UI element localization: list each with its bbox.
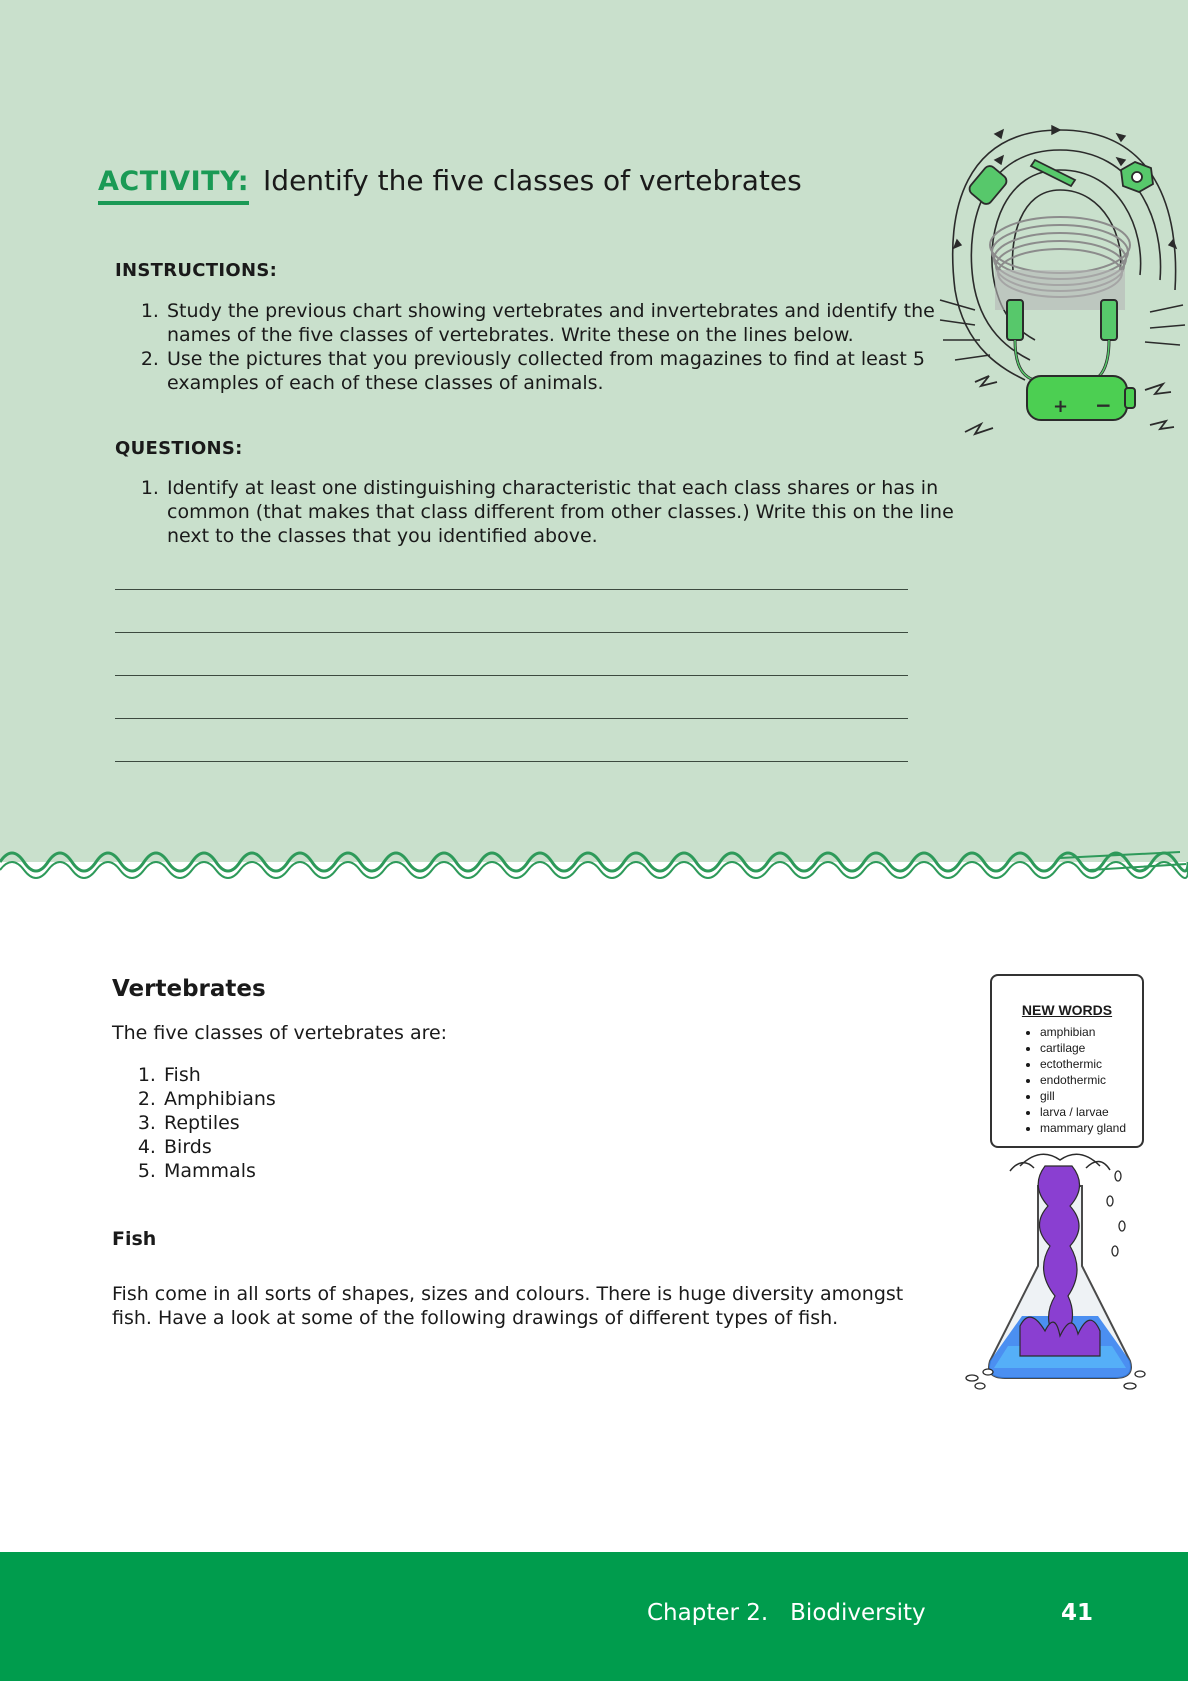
new-word-item: • larva / larvae [1040, 1104, 1142, 1120]
page-number: 41 [1061, 1600, 1094, 1626]
activity-label: ACTIVITY: [98, 165, 249, 205]
instructions-heading: INSTRUCTIONS: [115, 260, 278, 281]
vertebrate-class-item: 4. Birds [162, 1135, 276, 1159]
activity-title: Identify the five classes of vertebrates [263, 164, 802, 197]
answer-line[interactable] [115, 718, 908, 719]
answer-line[interactable] [115, 675, 908, 676]
vertebrate-classes-list [112, 1063, 276, 1183]
vertebrates-intro: The five classes of vertebrates are: [112, 1022, 448, 1044]
vertebrate-class-item: 5. Mammals [162, 1159, 276, 1183]
magnetic-field-illustration [935, 120, 1188, 450]
activity-heading [98, 164, 802, 205]
footer-chapter-title: Chapter 2. Biodiversity [647, 1600, 926, 1626]
new-word-item: • amphibian [1040, 1024, 1142, 1040]
new-words-box [990, 974, 1144, 1148]
new-word-item: • gill [1040, 1088, 1142, 1104]
new-word-item: • mammary gland [1040, 1120, 1142, 1136]
instruction-item: 1. Study the previous chart showing vertebrates and invertebrates and identify the names of the five classes of vertebrates. Write these on the lines below. [165, 299, 985, 347]
instruction-item: 2. Use the pictures that you previously collected from magazines to find at least 5 examples of each of these classes of animals. [165, 347, 985, 395]
answer-line[interactable] [115, 761, 908, 762]
vertebrate-class-item: 3. Reptiles [162, 1111, 276, 1135]
new-word-item: • ectothermic [1040, 1056, 1142, 1072]
battery-plus-sign: + [1053, 396, 1069, 417]
instructions-list [115, 299, 985, 395]
question-item: 1. Identify at least one distinguishing characteristic that each class shares or has in common (that makes that class different from other classes.) Write this on the line next to the classes that you identified above. [165, 476, 985, 548]
questions-list [115, 476, 985, 548]
new-word-item: • endothermic [1040, 1072, 1142, 1088]
new-words-list [992, 1024, 1142, 1136]
answer-line[interactable] [115, 589, 908, 590]
battery-minus-sign: − [1095, 393, 1112, 417]
vertebrate-class-item: 1. Fish [162, 1063, 276, 1087]
footer-bar [0, 1552, 1188, 1681]
new-word-item: • cartilage [1040, 1040, 1142, 1056]
questions-heading: QUESTIONS: [115, 438, 243, 459]
vertebrate-class-item: 2. Amphibians [162, 1087, 276, 1111]
vertebrates-heading: Vertebrates [112, 976, 266, 1002]
new-words-title: NEW WORDS [1021, 1002, 1113, 1018]
decorative-border [0, 840, 1188, 884]
fish-paragraph: Fish come in all sorts of shapes, sizes and colours. There is huge diversity amongst fish. Have a look at some of the following drawings of different types of fish. [112, 1283, 904, 1329]
fish-heading: Fish [112, 1228, 157, 1250]
answer-line[interactable] [115, 632, 908, 633]
flask-illustration [960, 1146, 1160, 1396]
